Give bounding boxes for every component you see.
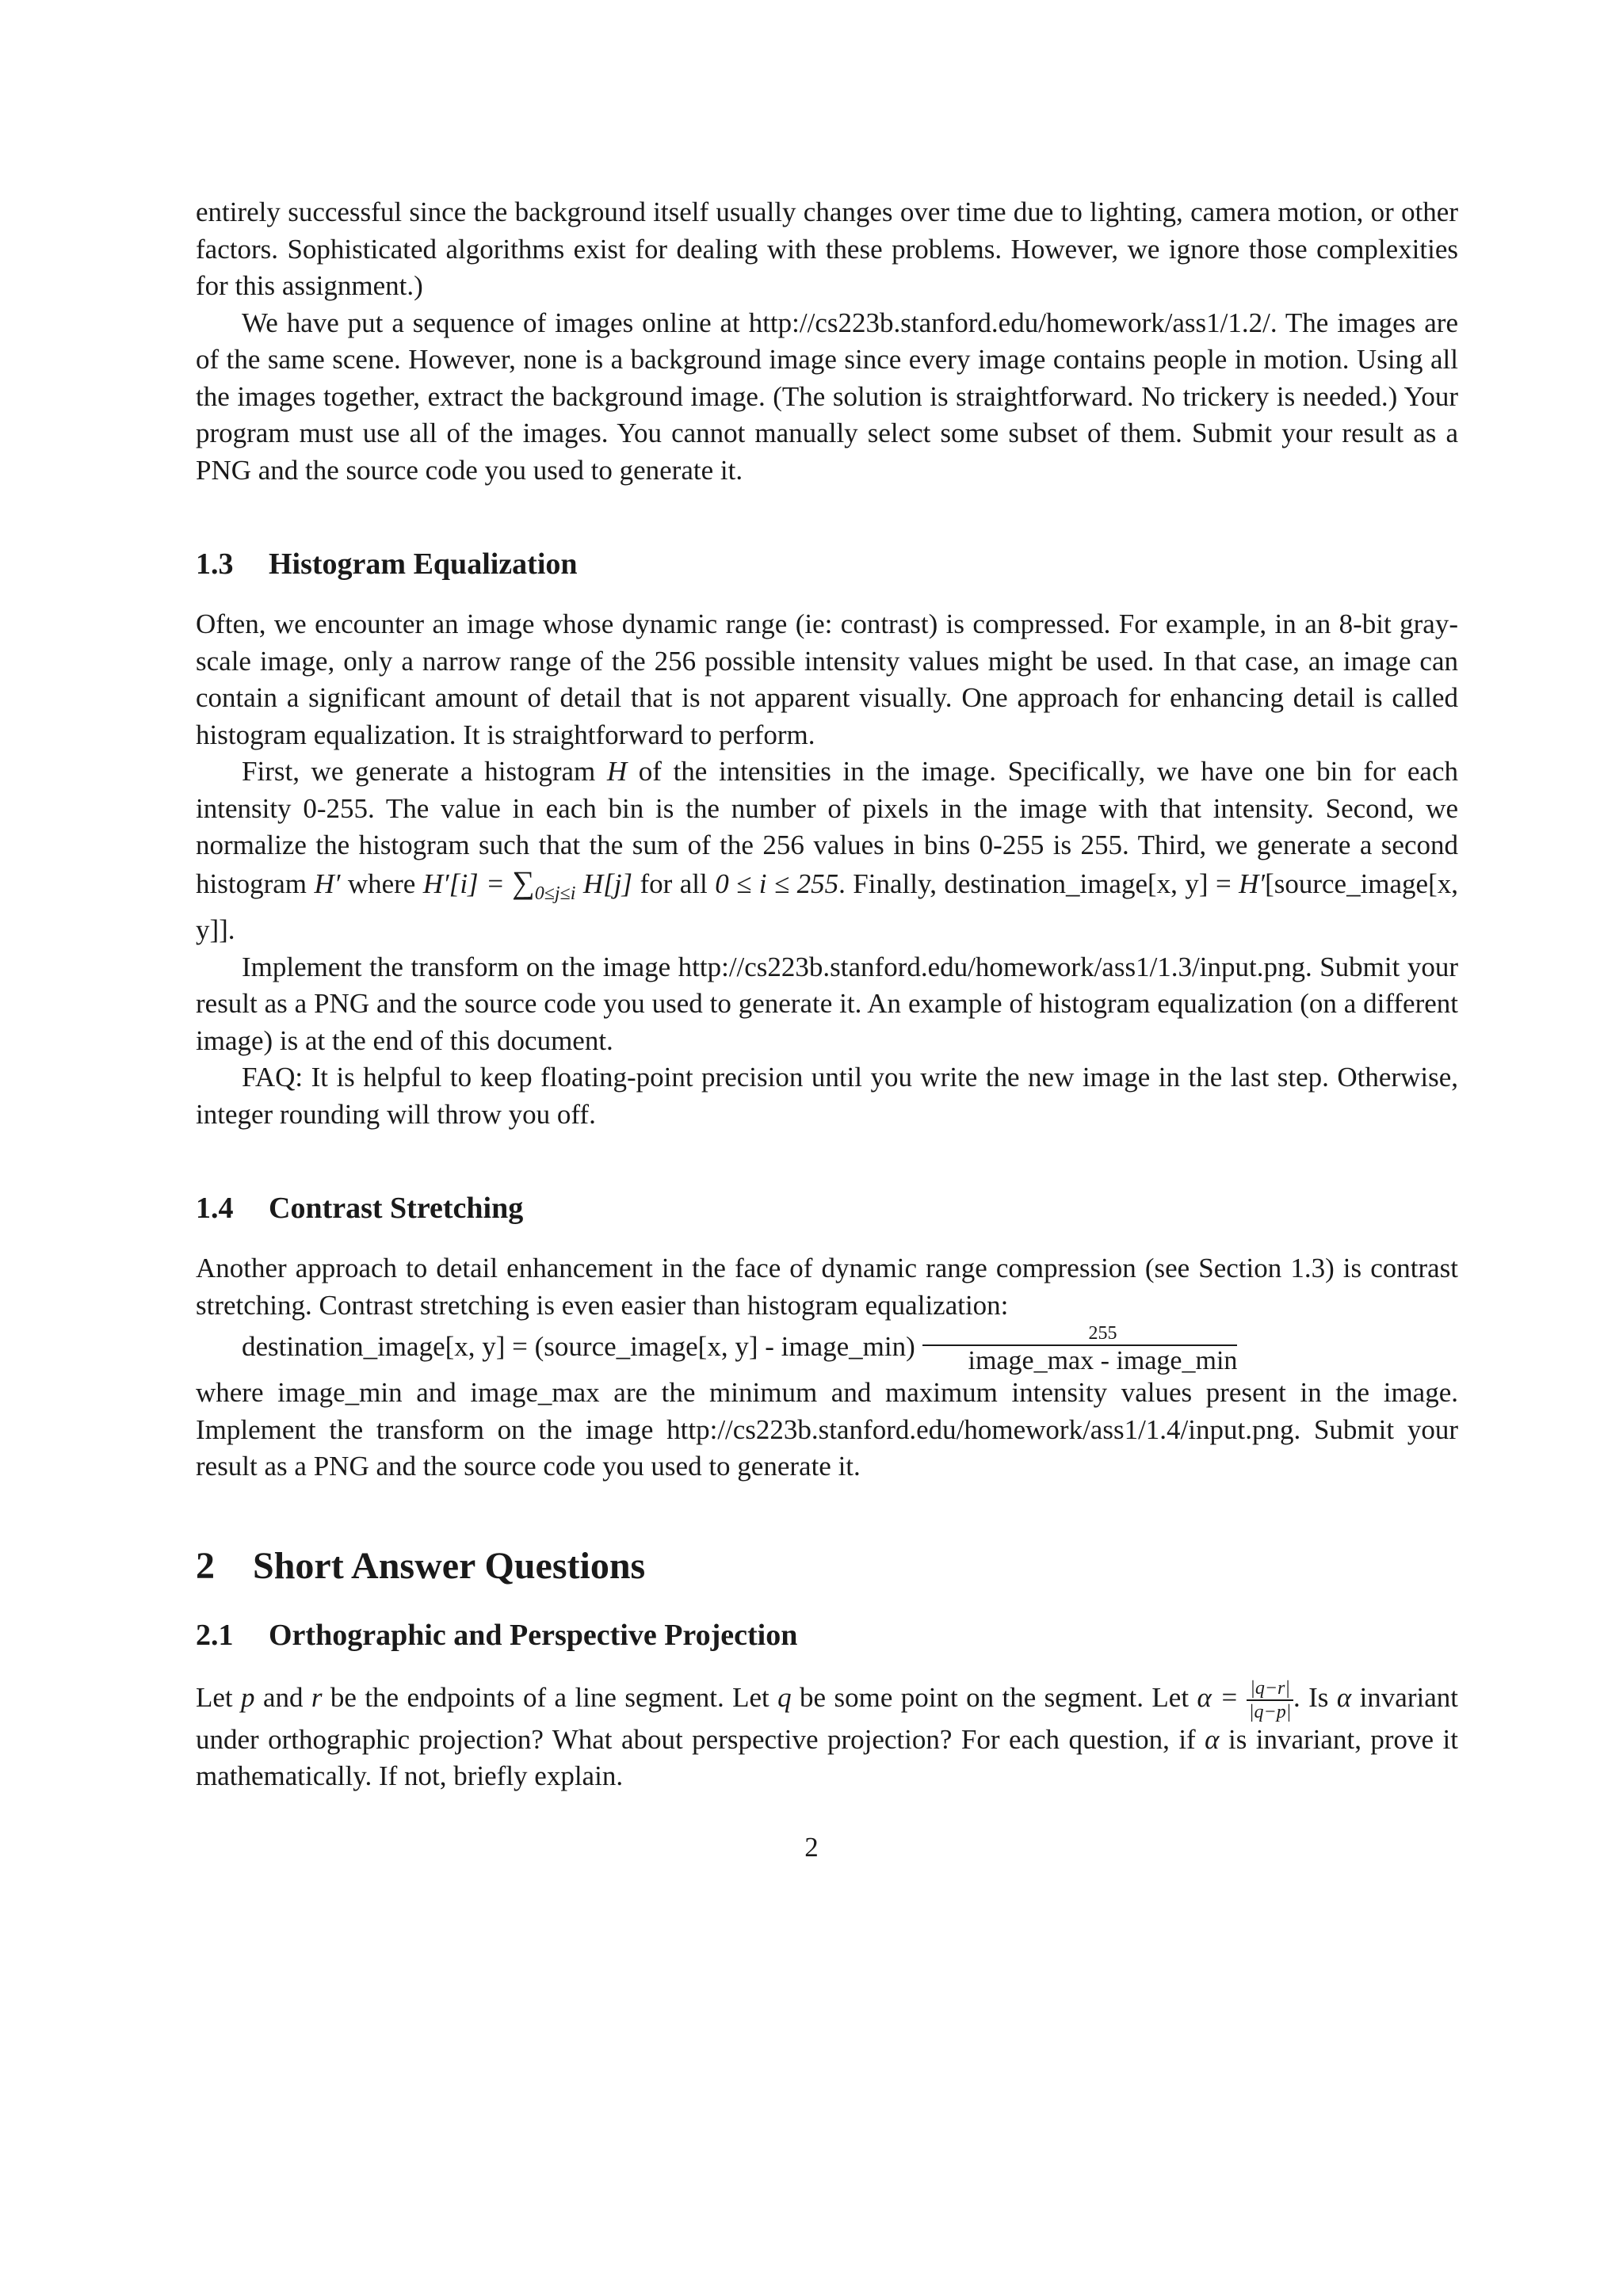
sum-subscript: 0≤j≤i bbox=[534, 883, 576, 904]
fraction-numerator: |q−r| bbox=[1247, 1679, 1293, 1701]
section-title: Short Answer Questions bbox=[253, 1544, 646, 1587]
formula-lhs: H′[i] = bbox=[422, 868, 513, 899]
paragraph-image-sequence: We have put a sequence of images online at http://cs223b.stanford.edu/homework/ass1/1.2/. The images are of the same scene. However, none is a background image since every image contains people in motion. Using all the images together, extract the background image. (The solution is straightforward. No trickery is needed.) Your program must use all of the images. You cannot manually select some subset of them. Submit your result as a PNG and the source code you used to generate it. bbox=[196, 307, 1458, 486]
math-range: 0 ≤ i ≤ 255 bbox=[715, 868, 839, 899]
section-title: Orthographic and Perspective Projection bbox=[269, 1618, 798, 1652]
section-title: Contrast Stretching bbox=[269, 1192, 524, 1225]
paragraph-intro-continued: entirely successful since the background itself usually changes over time due to lighting, camera motion, or other factors. Sophisticated algorithms exist for dealing with these problems. However, we ignore those complexities for this assignment.) bbox=[196, 196, 1458, 301]
formula-left: destination_image[x, y] = (source_image[x, y] - image_min) bbox=[242, 1331, 922, 1363]
formula-fraction bbox=[922, 1324, 1238, 1375]
section-heading-2-1 bbox=[196, 1617, 1458, 1653]
paragraph-histogram-implement: Implement the transform on the image http://cs223b.stanford.edu/homework/ass1/1.3/input.png. Submit your result as a PNG and the source code you used to generate it. An example of histogram equalization (on a different image) is at the end of this document. bbox=[196, 951, 1458, 1056]
math-r: r bbox=[311, 1681, 323, 1713]
paragraph-projection-question: Let p and r be the endpoints of a line segment. Let q be some point on the segment. Let α = $\frac{|q-r|}{|q-p|}$ . Is α invariant under orthographic projection? What about perspective projection? For each question, if α is invariant, prove it mathematically. If not, briefly explain. bbox=[196, 1677, 1458, 1791]
paragraph-histogram-faq: FAQ: It is helpful to keep floating-point precision until you write the new image in the last step. Otherwise, integer rounding will throw you off. bbox=[196, 1062, 1458, 1130]
section-heading-2 bbox=[196, 1544, 1458, 1589]
paragraph-histogram-intro: Often, we encounter an image whose dynamic range (ie: contrast) is compressed. For example, in an 8-bit gray-scale image, only a narrow range of the 256 possible intensity values might be used. In that case, an image can contain a significant amount of detail that is not apparent visually. One approach for enhancing detail is called histogram equalization. It is straightforward to perform. bbox=[196, 608, 1458, 750]
math-H: H bbox=[606, 756, 628, 787]
sum-symbol: ∑ bbox=[512, 864, 535, 900]
math-alpha-eq: α = bbox=[1197, 1681, 1247, 1713]
section-number: 2 bbox=[196, 1544, 215, 1587]
alpha-fraction bbox=[1247, 1679, 1293, 1722]
math-p: p bbox=[241, 1681, 255, 1713]
section-number: 1.3 bbox=[196, 547, 234, 581]
section-heading-1-4 bbox=[196, 1190, 1458, 1226]
formula-rhs: H[j] bbox=[575, 868, 633, 899]
paragraph-contrast-intro: Another approach to detail enhancement in the face of dynamic range compression (see Section 1.3) is contrast stretching. Contrast stretching is even easier than histogram equalization: bbox=[196, 1253, 1458, 1321]
page-number: 2 bbox=[804, 1832, 819, 1863]
document-body bbox=[196, 194, 1458, 1795]
math-H-prime: H′ bbox=[314, 868, 341, 899]
math-H-prime-2: H′ bbox=[1239, 868, 1266, 899]
paragraph-histogram-steps: First, we generate a histogram H of the intensities in the image. Specifically, we have one bin for each intensity 0-255. The value in each bin is the number of pixels in the image with that intensity. Second, we normalize the histogram such that the sum of the 256 values in bins 0-255 is 255. Third, we generate a second histogram H′ where $H'[i] = \sum_{0\le j\le i}$ H[j] for all 0 ≤ i ≤ 255. Finally, destination_image[x, y] = H′[source_image[x, y]]. bbox=[196, 756, 1458, 945]
math-alpha: α bbox=[1336, 1681, 1352, 1713]
section-number: 2.1 bbox=[196, 1618, 234, 1652]
fraction-denominator: image_max - image_min bbox=[968, 1346, 1238, 1375]
section-number: 1.4 bbox=[196, 1192, 234, 1225]
contrast-formula bbox=[196, 1324, 1458, 1375]
section-heading-1-3 bbox=[196, 546, 1458, 582]
fraction-denominator: |q−p| bbox=[1248, 1701, 1292, 1722]
math-alpha-2: α bbox=[1205, 1723, 1220, 1755]
section-title: Histogram Equalization bbox=[269, 547, 578, 581]
fraction-numerator: 255 bbox=[922, 1324, 1238, 1346]
paragraph-contrast-implement: where image_min and image_max are the minimum and maximum intensity values present in the image. Implement the transform on the image http://cs223b.stanford.edu/homework/ass1/1.4/input.png. Submit your result as a PNG and the source code you used to generate it. bbox=[196, 1377, 1458, 1482]
math-q: q bbox=[777, 1681, 792, 1713]
